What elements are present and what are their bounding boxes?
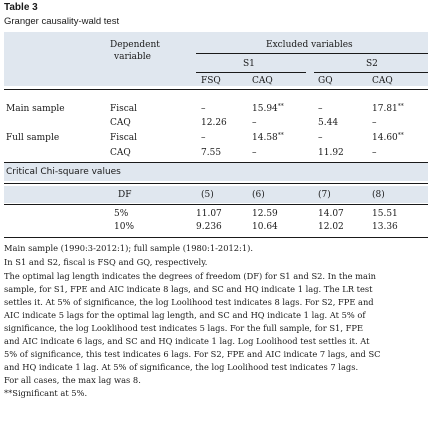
table-bottom-rule: [4, 237, 428, 238]
table-cell: –: [201, 104, 206, 114]
table-cell: 5.44: [318, 118, 339, 128]
significance-level: 10%: [114, 222, 135, 232]
table-cell: –: [372, 148, 377, 158]
table-caption: Granger causality-wald test: [4, 16, 120, 27]
table-cell: –: [372, 118, 377, 128]
table-cell: [372, 104, 404, 114]
table-note: In S1 and S2, fiscal is FSQ and GQ, respectively.: [4, 257, 208, 267]
dependent-header-2: variable: [114, 52, 151, 62]
critical-value: 13.36: [372, 222, 398, 232]
table-note: The optimal lag length indicates the degrees of freedom (DF) for S1 and S2. In the main: [4, 271, 376, 281]
table-cell: 11.92: [318, 148, 344, 158]
table-note: For all cases, the max lag was 8.: [4, 375, 141, 385]
s1-rule: [196, 72, 306, 73]
table-cell: –: [252, 118, 257, 128]
section-rule: [4, 162, 428, 163]
column-header: CAQ: [372, 76, 393, 86]
table-note: settles it. At 5% of significance, the log Loolihood test indicates 8 lags. For S2, FPE and: [4, 297, 374, 307]
column-header: FSQ: [201, 76, 221, 86]
dependent-variable: CAQ: [110, 118, 131, 128]
critical-value: 12.02: [318, 222, 344, 232]
full-sample-label: Full sample: [6, 133, 60, 143]
significance-level: 5%: [114, 209, 129, 219]
df-value: (7): [318, 190, 331, 200]
table-label: Table 3: [4, 2, 38, 13]
excluded-rule: [196, 53, 428, 54]
table-note: and HQ indicate 1 lag. At 5% of significance, the log Loolihood test indicates 7 lags.: [4, 362, 359, 372]
table-note: AIC indicate 5 lags for the optimal lag length, and SC and HQ indicate 1 lag. At 5% of: [4, 310, 366, 320]
table-note: **Significant at 5%.: [4, 388, 88, 398]
cell-value: 14.60: [372, 133, 398, 143]
cell-value: 14.58: [252, 133, 278, 143]
critical-value: 12.59: [252, 209, 278, 219]
table-cell: –: [318, 133, 323, 143]
table-cell: [252, 133, 284, 143]
table-cell: –: [252, 148, 257, 158]
table-note: Main sample (1990:3-2012:1); full sample (1980:1-2012:1).: [4, 243, 253, 253]
critical-rule: [4, 183, 428, 184]
df-row-shading: [4, 186, 428, 203]
table-cell: –: [201, 133, 206, 143]
critical-value: 15.51: [372, 209, 398, 219]
column-header: GQ: [318, 76, 333, 86]
cell-value: 17.81: [372, 104, 398, 114]
table-cell: 7.55: [201, 148, 222, 158]
significance-mark: **: [277, 132, 284, 139]
significance-mark: **: [277, 103, 284, 110]
dependent-variable: Fiscal: [110, 104, 138, 114]
table-note: sample, for S1, FPE and AIC indicate 8 lags, and SC and HQ indicate 1 lag. The LR test: [4, 284, 373, 294]
table-cell: [252, 104, 284, 114]
critical-value: 10.64: [252, 222, 278, 232]
df-value: (6): [252, 190, 265, 200]
group-s2: S2: [366, 59, 378, 69]
critical-value: 14.07: [318, 209, 344, 219]
main-sample-label: Main sample: [6, 104, 65, 114]
header-rule: [4, 89, 428, 90]
df-value: (5): [201, 190, 214, 200]
significance-mark: **: [397, 132, 404, 139]
dependent-header: Dependent: [110, 40, 160, 50]
df-label: DF: [118, 190, 132, 200]
cell-value: 15.94: [252, 104, 278, 114]
dependent-variable: Fiscal: [110, 133, 138, 143]
df-rule: [4, 204, 428, 205]
critical-values-title: Critical Chi-square values: [6, 167, 121, 177]
column-header: CAQ: [252, 76, 273, 86]
table-note: significance, the log Looklihood test indicates 5 lags. For the full sample, for S1, FPE: [4, 323, 363, 333]
df-value: (8): [372, 190, 385, 200]
table-cell: [372, 133, 404, 143]
dependent-variable: CAQ: [110, 148, 131, 158]
critical-value: 9.236: [196, 222, 222, 232]
table-note: and AIC indicate 6 lags, and SC and HQ indicate 1 lag. Log Loolihood test settles it. At: [4, 336, 370, 346]
significance-mark: **: [397, 103, 404, 110]
group-s1: S1: [243, 59, 255, 69]
table-cell: –: [318, 104, 323, 114]
table-note: 5% of significance, this test indicates 6 lags. For S2, FPE and AIC indicate 7 lags, and SC: [4, 349, 381, 359]
excluded-variables-header: Excluded variables: [266, 40, 353, 50]
critical-value: 11.07: [196, 209, 222, 219]
s2-rule: [314, 72, 428, 73]
table-cell: 12.26: [201, 118, 227, 128]
